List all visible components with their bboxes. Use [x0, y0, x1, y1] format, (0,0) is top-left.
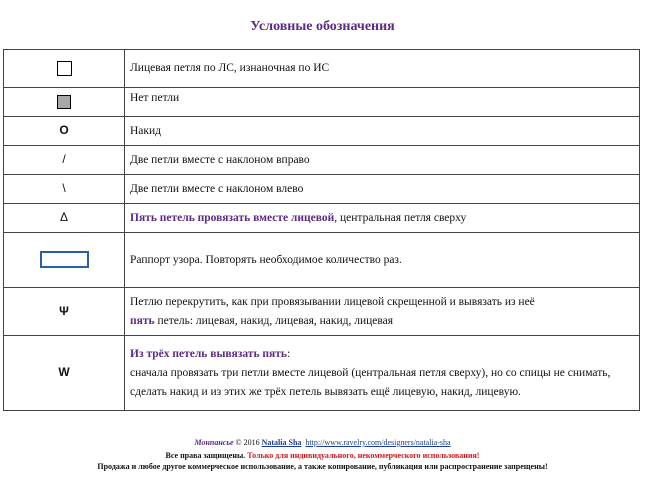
legend-symbol-cell	[4, 88, 125, 117]
legend-symbol-cell	[4, 146, 125, 175]
legend-description: Две петли вместе с наклоном вправо	[125, 146, 640, 175]
legend-symbol-cell	[4, 233, 125, 288]
right-slant-symbol: /	[62, 152, 66, 166]
legend-description: Раппорт узора. Повторять необходимое количество раз.	[125, 233, 640, 288]
footer-prohibited-line: Продажа и любое другое коммерческое использование, а также копирование, публикация или распространение запрещены!	[97, 462, 548, 471]
legend-row	[4, 233, 640, 288]
description-text: сначала провязать три петли вместе лицевой (центральная петля сверху), но со спицы не снимать, сделать накид и из этих же трёх петель вывязать ещё лицевую, накид, лицевую.	[130, 366, 611, 398]
ravelry-link[interactable]: http://www.ravelry.com/designers/natalia-sha	[305, 438, 451, 447]
copyright-text: © 2016	[233, 438, 262, 447]
legend-row	[4, 50, 640, 88]
highlight-text: Пять петель провязать вместе лицевой	[130, 211, 335, 224]
description-text: петель: лицевая, накид, лицевая, накид, лицевая	[154, 314, 394, 327]
legend-row	[4, 88, 640, 117]
legend-description	[125, 204, 640, 233]
description-text: , центральная петля сверху	[334, 211, 467, 224]
legend-symbol-cell	[4, 336, 125, 411]
legend-symbol-cell	[4, 204, 125, 233]
empty-square-icon	[57, 61, 72, 76]
legend-symbol-cell	[4, 117, 125, 146]
legend-table	[3, 49, 640, 411]
legend-row	[4, 175, 640, 204]
personal-use-warning: Только для индивидуального, некоммерческого использования!	[247, 451, 480, 460]
footer-copyright-line	[0, 438, 645, 447]
legend-description: Нет петли	[125, 88, 640, 117]
footer-rights-line	[0, 451, 645, 460]
legend-symbol-cell	[4, 175, 125, 204]
legend-description	[125, 336, 640, 411]
grey-square-icon	[57, 95, 71, 109]
legend-row	[4, 204, 640, 233]
left-slant-symbol: \	[62, 181, 66, 195]
legend-symbol-cell	[4, 50, 125, 88]
description-text: :	[286, 347, 291, 360]
rights-text: Все права защищены.	[165, 451, 248, 460]
highlight-text: Из трёх петель вывязать пять	[130, 347, 287, 360]
legend-description	[125, 288, 640, 336]
page-title: Условные обозначения	[250, 19, 395, 34]
brand-name: Монпансье	[194, 438, 234, 447]
legend-description: Лицевая петля по ЛС, изнаночная по ИС	[125, 50, 640, 88]
psi-symbol: Ψ	[59, 303, 69, 318]
author-link[interactable]: Natalia Sha	[261, 438, 302, 447]
legend-row	[4, 288, 640, 336]
blue-rectangle-icon	[40, 251, 89, 268]
highlight-text: пять	[130, 314, 155, 327]
legend-symbol-cell	[4, 288, 125, 336]
legend-description: Две петли вместе с наклоном влево	[125, 175, 640, 204]
triangle-symbol: Δ	[59, 210, 68, 224]
w-symbol: W	[58, 365, 70, 379]
legend-row	[4, 146, 640, 175]
description-text: Петлю перекрутить, как при провязывании лицевой скрещенной и вывязать из неё	[130, 295, 535, 308]
legend-description: Накид	[125, 117, 640, 146]
yarn-over-symbol: O	[59, 123, 69, 137]
legend-row	[4, 117, 640, 146]
legend-row	[4, 336, 640, 411]
